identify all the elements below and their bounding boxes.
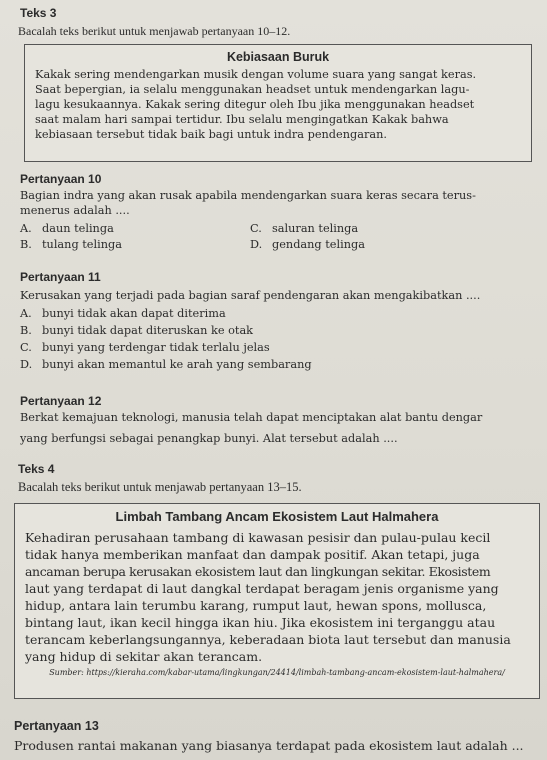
q13-label: Pertanyaan 13 xyxy=(14,719,99,733)
teks3-passage xyxy=(35,67,521,142)
teks4-source: Sumber: https://kieraha.com/kabar-utama/lingkungan/24414/limbah-tambang-ancam-ekosistem-laut-halmahera/ xyxy=(49,668,505,677)
teks4-instruction: Bacalah teks berikut untuk menjawab pertanyaan 13–15. xyxy=(18,480,302,494)
q12-stem-line: yang berfungsi sebagai penangkap bunyi. Alat tersebut adalah .... xyxy=(20,432,398,445)
q13-stem: Produsen rantai makanan yang biasanya terdapat pada ekosistem laut adalah ... xyxy=(14,738,524,753)
q10-options xyxy=(20,222,547,251)
teks3-title: Kebiasaan Buruk xyxy=(226,50,330,64)
teks4-passage xyxy=(25,529,529,665)
teks4-line: ancaman berupa kerusakan ekosistem laut dan lingkungan sekitar. Ekosistem xyxy=(25,564,491,579)
q11-option-a[interactable]: A. bunyi tidak akan dapat diterima xyxy=(20,307,226,320)
teks4-line: tidak hanya memberikan manfaat dan dampak positif. Akan tetapi, juga xyxy=(25,547,480,562)
q12-stem-line: Berkat kemajuan teknologi, manusia telah dapat menciptakan alat bantu dengar xyxy=(20,411,483,424)
q11-option-b[interactable]: B. bunyi tidak dapat diteruskan ke otak xyxy=(20,324,254,337)
teks4-line: bintang laut, ikan kecil hingga ikan hiu. Jika ekosistem ini terganggu atau xyxy=(25,615,496,630)
teks4-line: Kehadiran perusahaan tambang di kawasan pesisir dan pulau-pulau kecil xyxy=(25,530,491,545)
teks3-line: Saat bepergian, ia selalu menggunakan headset untuk mendengarkan lagu- xyxy=(35,83,470,96)
teks3-label: Teks 3 xyxy=(20,6,57,20)
q10-stem-line: menerus adalah .... xyxy=(20,204,130,217)
q10-stem xyxy=(20,188,547,218)
q11-label: Pertanyaan 11 xyxy=(20,270,101,284)
q10-option-b[interactable]: B. tulang telinga xyxy=(20,238,122,251)
q11-options xyxy=(20,306,547,374)
teks4-line: terancam keberlangsungannya, keberadaan biota laut tersebut dan manusia xyxy=(25,632,511,647)
teks4-passage-box xyxy=(14,503,540,699)
teks3-passage-box xyxy=(24,44,532,162)
q11-stem: Kerusakan yang terjadi pada bagian saraf pendengaran akan mengakibatkan .... xyxy=(20,289,481,302)
teks3-line: Kakak sering mendengarkan musik dengan volume suara yang sangat keras. xyxy=(35,68,477,81)
teks4-title: Limbah Tambang Ancam Ekosistem Laut Halmahera xyxy=(115,509,439,524)
teks3-line: saat malam hari sampai tertidur. Ibu selalu mengingatkan Kakak bahwa xyxy=(35,113,449,126)
teks4-label: Teks 4 xyxy=(18,462,55,476)
q11-option-d[interactable]: D. bunyi akan memantul ke arah yang sembarang xyxy=(20,358,312,371)
teks4-line: hidup, antara lain terumbu karang, rumput laut, hewan spons, mollusca, xyxy=(25,598,487,613)
q10-option-a[interactable]: A. daun telinga xyxy=(20,222,114,235)
q10-option-d[interactable]: D. gendang telinga xyxy=(250,238,365,251)
q10-option-c[interactable]: C. saluran telinga xyxy=(250,222,359,235)
q11-option-c[interactable]: C. bunyi yang terdengar tidak terlalu jelas xyxy=(20,341,270,354)
q10-stem-line: Bagian indra yang akan rusak apabila mendengarkan suara keras secara terus- xyxy=(20,189,476,202)
teks3-instruction: Bacalah teks berikut untuk menjawab pertanyaan 10–12. xyxy=(18,24,291,38)
teks4-line: laut yang terdapat di laut dangkal terdapat beragam jenis organisme yang xyxy=(25,581,499,596)
q12-label: Pertanyaan 12 xyxy=(20,394,102,408)
teks3-line: kebiasaan tersebut tidak baik bagi untuk indra pendengaran. xyxy=(35,128,387,141)
q12-stem xyxy=(20,410,547,446)
teks4-line: yang hidup di sekitar akan terancam. xyxy=(25,649,263,664)
teks3-line: lagu kesukaannya. Kakak sering ditegur oleh Ibu jika menggunakan headset xyxy=(35,98,475,111)
q10-label: Pertanyaan 10 xyxy=(20,172,102,186)
